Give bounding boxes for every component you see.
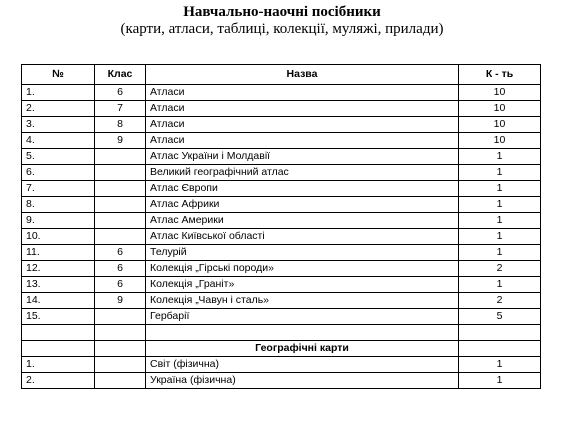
table-row — [22, 101, 541, 117]
row-name: Україна (фізична) — [146, 373, 459, 389]
row-name: Атласи — [146, 133, 459, 149]
section-header-row — [22, 341, 541, 357]
table-row — [22, 277, 541, 293]
section-block — [22, 325, 541, 357]
row-number: 2. — [22, 101, 95, 117]
row-quantity: 10 — [459, 101, 541, 117]
row-name: Атлас Америки — [146, 213, 459, 229]
empty-cell — [146, 325, 459, 341]
row-number: 2. — [22, 373, 95, 389]
row-name: Колекція „Гірські породи» — [146, 261, 459, 277]
header-qty: К - ть — [459, 65, 541, 85]
table-row — [22, 117, 541, 133]
row-name: Гербарії — [146, 309, 459, 325]
row-name: Колекція „Чавун і сталь» — [146, 293, 459, 309]
header-num: № — [22, 65, 95, 85]
empty-cell — [95, 341, 146, 357]
row-class — [95, 357, 146, 373]
table-row — [22, 181, 541, 197]
row-quantity: 1 — [459, 213, 541, 229]
table-row — [22, 357, 541, 373]
row-number: 12. — [22, 261, 95, 277]
row-class — [95, 373, 146, 389]
row-number: 4. — [22, 133, 95, 149]
row-name: Телурій — [146, 245, 459, 261]
empty-cell — [459, 341, 541, 357]
document-subtitle: (карти, атласи, таблиці, колекції, муляжі, прилади) — [120, 21, 444, 37]
row-quantity: 10 — [459, 117, 541, 133]
header-class: Клас — [95, 65, 146, 85]
row-quantity: 5 — [459, 309, 541, 325]
row-name: Атласи — [146, 101, 459, 117]
table-row — [22, 293, 541, 309]
row-quantity: 10 — [459, 85, 541, 101]
row-name: Колекція „Граніт» — [146, 277, 459, 293]
row-quantity: 1 — [459, 197, 541, 213]
row-class: 6 — [95, 245, 146, 261]
table-row — [22, 229, 541, 245]
row-number: 11. — [22, 245, 95, 261]
row-name: Атласи — [146, 117, 459, 133]
row-name: Атлас України і Молдавії — [146, 149, 459, 165]
row-number: 6. — [22, 165, 95, 181]
row-number: 13. — [22, 277, 95, 293]
row-class: 9 — [95, 293, 146, 309]
row-class: 6 — [95, 85, 146, 101]
row-number: 7. — [22, 181, 95, 197]
row-quantity: 1 — [459, 149, 541, 165]
row-name: Атлас Африки — [146, 197, 459, 213]
row-class — [95, 309, 146, 325]
row-number: 1. — [22, 357, 95, 373]
row-class — [95, 229, 146, 245]
row-quantity: 1 — [459, 229, 541, 245]
row-number: 14. — [22, 293, 95, 309]
row-quantity: 1 — [459, 357, 541, 373]
row-class — [95, 181, 146, 197]
header-name: Назва — [146, 65, 459, 85]
row-class — [95, 165, 146, 181]
empty-cell — [22, 341, 95, 357]
row-quantity: 1 — [459, 181, 541, 197]
row-class: 7 — [95, 101, 146, 117]
row-number: 8. — [22, 197, 95, 213]
table-row — [22, 261, 541, 277]
row-number: 15. — [22, 309, 95, 325]
row-class: 9 — [95, 133, 146, 149]
row-number: 5. — [22, 149, 95, 165]
row-name: Атласи — [146, 85, 459, 101]
row-quantity: 1 — [459, 373, 541, 389]
table-row — [22, 85, 541, 101]
table-row — [22, 245, 541, 261]
row-name: Світ (фізична) — [146, 357, 459, 373]
table-row — [22, 165, 541, 181]
empty-cell — [95, 325, 146, 341]
row-class: 6 — [95, 261, 146, 277]
row-name: Великий географічний атлас — [146, 165, 459, 181]
row-number: 1. — [22, 85, 95, 101]
empty-cell — [22, 325, 95, 341]
table-body — [22, 85, 541, 325]
row-quantity: 10 — [459, 133, 541, 149]
row-class: 6 — [95, 277, 146, 293]
section-title: Географічні карти — [146, 341, 459, 357]
section-body — [22, 357, 541, 389]
row-class: 8 — [95, 117, 146, 133]
row-quantity: 1 — [459, 277, 541, 293]
inventory-table — [21, 64, 541, 389]
table-row — [22, 133, 541, 149]
row-number: 10. — [22, 229, 95, 245]
row-number: 3. — [22, 117, 95, 133]
table-row — [22, 373, 541, 389]
table-row — [22, 149, 541, 165]
table-row — [22, 213, 541, 229]
row-name: Атлас Європи — [146, 181, 459, 197]
empty-cell — [459, 325, 541, 341]
row-class — [95, 149, 146, 165]
table-row — [22, 197, 541, 213]
row-quantity: 2 — [459, 293, 541, 309]
empty-row — [22, 325, 541, 341]
row-class — [95, 213, 146, 229]
row-quantity: 2 — [459, 261, 541, 277]
row-name: Атлас Київської області — [146, 229, 459, 245]
row-quantity: 1 — [459, 165, 541, 181]
document-title: Навчально-наочні посібники — [183, 4, 381, 20]
row-class — [95, 197, 146, 213]
table-header-row — [22, 65, 541, 85]
table-row — [22, 309, 541, 325]
row-quantity: 1 — [459, 245, 541, 261]
row-number: 9. — [22, 213, 95, 229]
